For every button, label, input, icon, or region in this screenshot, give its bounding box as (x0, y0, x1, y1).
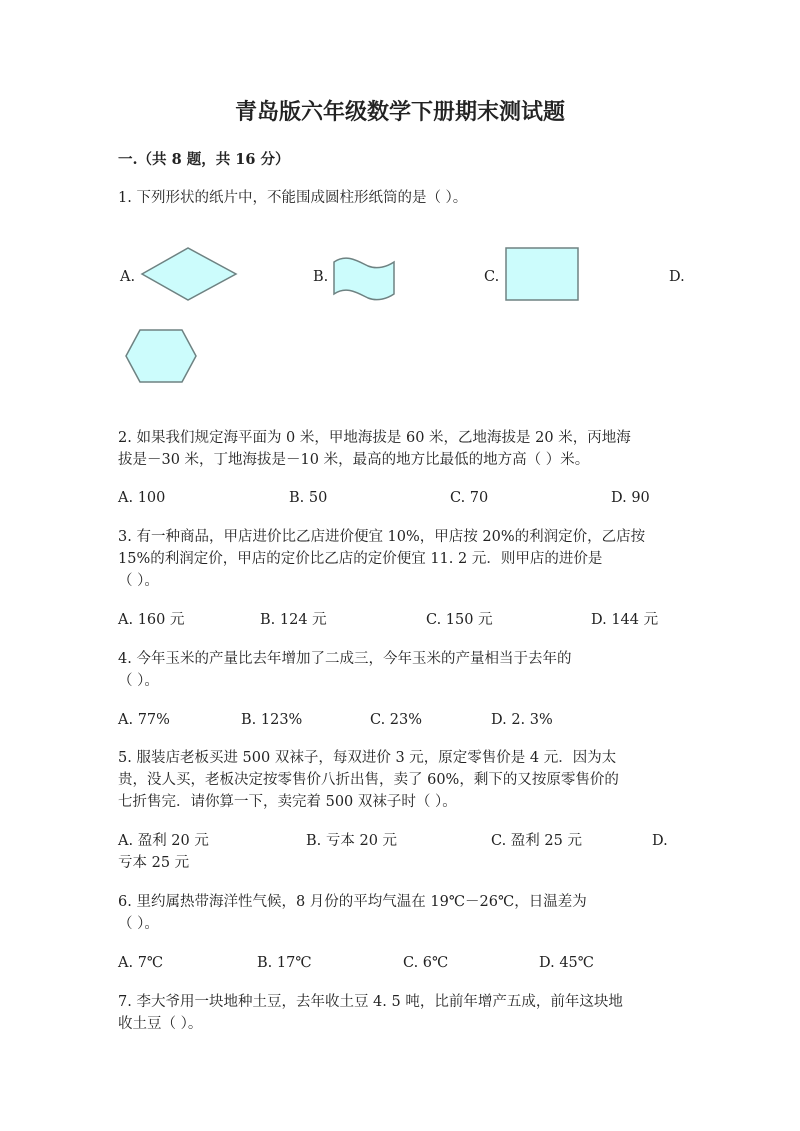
q4-option-c: C. 23% (370, 712, 423, 728)
q2-option-a: A. 100 (118, 490, 166, 506)
q2-option-b: B. 50 (289, 490, 328, 506)
q2-line-1: 2. 如果我们规定海平面为 0 米，甲地海拔是 60 米，乙地海拔是 20 米，丙地海 (118, 430, 631, 446)
q3-line-2: 15%的利润定价，甲店的定价比乙店的定价便宜 11. 2 元．则甲店的进价是 (118, 551, 603, 567)
q6-option-b: B. 17℃ (257, 955, 312, 971)
q5-option-d-text: 亏本 25 元 (118, 855, 190, 871)
q4-line-2: （ ）。 (118, 673, 159, 689)
q5-option-d: D. (652, 833, 668, 849)
q1-option-c-label: C. (484, 269, 500, 285)
q1-option-a-label: A. (120, 269, 136, 285)
q6-line-1: 6. 里约属热带海洋性气候，8 月份的平均气温在 19℃－26℃，日温差为 (118, 894, 587, 910)
rhombus-shape (140, 246, 238, 302)
q1-stem: 1. 下列形状的纸片中，不能围成圆柱形纸筒的是（ ）。 (118, 190, 468, 206)
q2-option-d: D. 90 (611, 490, 650, 506)
q5-option-c: C. 盈利 25 元 (491, 833, 582, 849)
q5-option-b: B. 亏本 20 元 (306, 833, 398, 849)
q7-line-2: 收土豆（ ）。 (118, 1016, 203, 1032)
q1-option-b-label: B. (313, 269, 329, 285)
q3-option-c: C. 150 元 (426, 612, 493, 628)
q5-line-1: 5. 服装店老板买进 500 双袜子，每双进价 3 元，原定零售价是 4 元．因为太 (118, 750, 617, 766)
q6-option-c: C. 6℃ (403, 955, 449, 971)
q4-option-d: D. 2. 3% (491, 712, 553, 728)
q5-option-a: A. 盈利 20 元 (118, 833, 209, 849)
q5-line-3: 七折售完．请你算一下，卖完着 500 双袜子时（ ）。 (118, 794, 457, 810)
q4-option-b: B. 123% (241, 712, 303, 728)
q3-option-b: B. 124 元 (260, 612, 327, 628)
q3-option-d: D. 144 元 (591, 612, 659, 628)
page-title: 青岛版六年级数学下册期末测试题 (234, 99, 565, 125)
q4-line-1: 4. 今年玉米的产量比去年增加了二成三，今年玉米的产量相当于去年的 (118, 651, 572, 667)
wavy-flag-shape (332, 256, 396, 302)
section-heading: 一.（共 8 题，共 16 分） (118, 151, 290, 168)
q3-line-1: 3. 有一种商品，甲店进价比乙店进价便宜 10%，甲店按 20%的利润定价，乙店按 (118, 529, 646, 545)
rectangle-shape (505, 247, 579, 301)
q7-line-1: 7. 李大爷用一块地种土豆，去年收土豆 4. 5 吨，比前年增产五成，前年这块地 (118, 994, 623, 1010)
q6-option-a: A. 7℃ (118, 955, 164, 971)
q6-line-2: （ ）。 (118, 916, 159, 932)
q3-line-3: （ ）。 (118, 573, 159, 589)
q4-option-a: A. 77% (118, 712, 170, 728)
q6-option-d: D. 45℃ (539, 955, 594, 971)
q2-line-2: 拔是－30 米，丁地海拔是－10 米，最高的地方比最低的地方高（ ）米。 (118, 452, 590, 468)
q3-option-a: A. 160 元 (118, 612, 185, 628)
hexagon-shape (124, 328, 198, 384)
q5-line-2: 贵，没人买，老板决定按零售价八折出售，卖了 60%，剩下的又按原零售价的 (118, 772, 619, 788)
q1-option-d-label: D. (669, 269, 685, 285)
q2-option-c: C. 70 (450, 490, 489, 506)
